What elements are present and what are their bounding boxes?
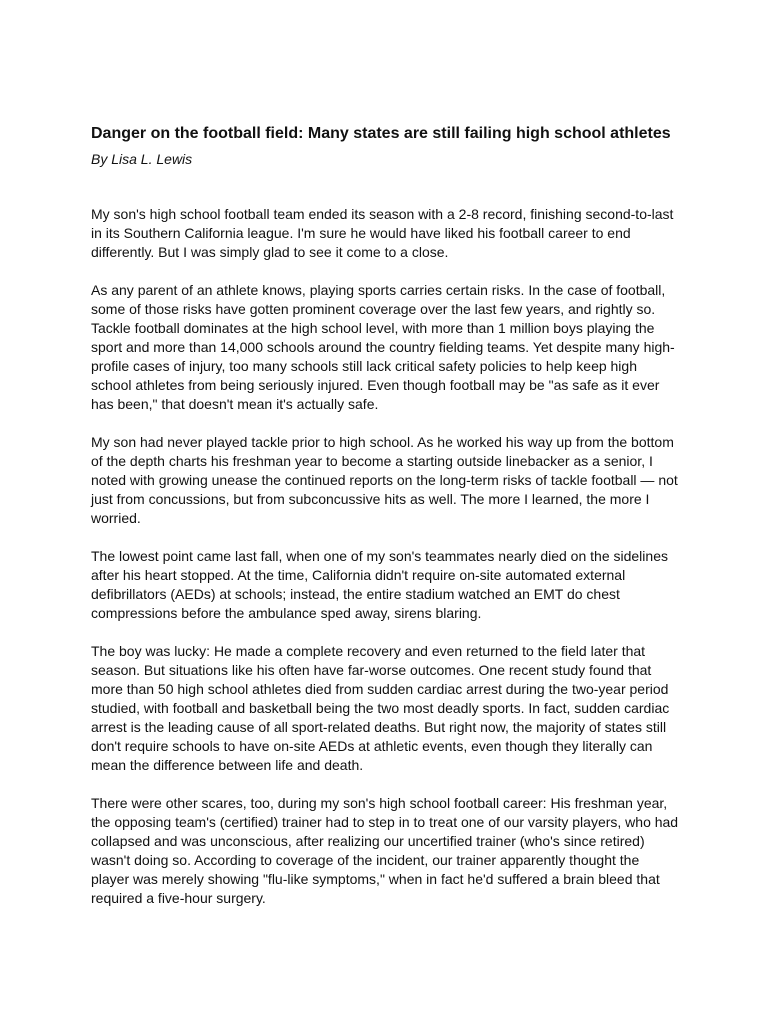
paragraph: The lowest point came last fall, when one of my son's teammates nearly died on the sidelines after his heart stopped. At the time, California didn't require on-site automated external defibrillators (AEDs) at schools; instead, the entire stadium watched an EMT do chest compressions before the ambulance sped away, sirens blaring. (91, 548, 668, 621)
article-body (91, 205, 681, 908)
paragraph: The boy was lucky: He made a complete recovery and even returned to the field later that season. But situations like his often have far-worse outcomes. One recent study found that more than 50 high school athletes died from sudden cardiac arrest during the two-year period studied, with football and basketball being the two most deadly sports. In fact, sudden cardiac arrest is the leading cause of all sport-related deaths. But right now, the majority of states still don't require schools to have on-site AEDs at athletic events, even though they literally can mean the difference between life and death. (91, 643, 670, 773)
article-title: Danger on the football field: Many states are still failing high school athletes (91, 125, 671, 142)
paragraph: My son had never played tackle prior to high school. As he worked his way up from the bottom of the depth charts his freshman year to become a starting outside linebacker as a senior, I noted with growing unease the continued reports on the long-term risks of tackle football — not just from concussions, but from subconcussive hits as well. The more I learned, the more I worried. (91, 434, 678, 526)
article-byline: By Lisa L. Lewis (91, 151, 193, 167)
paragraph: My son's high school football team ended its season with a 2-8 record, finishing second-to-last in its Southern California league. I'm sure he would have liked his football career to end differently. But I was simply glad to see it come to a close. (91, 206, 674, 260)
paragraph: As any parent of an athlete knows, playing sports carries certain risks. In the case of football, some of those risks have gotten prominent coverage over the last few years, and rightly so. Tackle football dominates at the high school level, with more than 1 million boys playing the sport and more than 14,000 schools around the country fielding teams. Yet despite many high-profile cases of injury, too many schools still lack critical safety policies to help keep high school athletes from being seriously injured. Even though football may be "as safe as it ever has been," that doesn't mean it's actually safe. (91, 282, 675, 412)
paragraph: There were other scares, too, during my son's high school football career: His freshman year, the opposing team's (certified) trainer had to step in to treat one of our varsity players, who had collapsed and was unconscious, after realizing our uncertified trainer (who's since retired) wasn't doing so. According to coverage of the incident, our trainer apparently thought the player was merely showing "flu-like symptoms," when in fact he'd suffered a brain bleed that required a five-hour surgery. (91, 795, 679, 906)
article (91, 124, 681, 927)
